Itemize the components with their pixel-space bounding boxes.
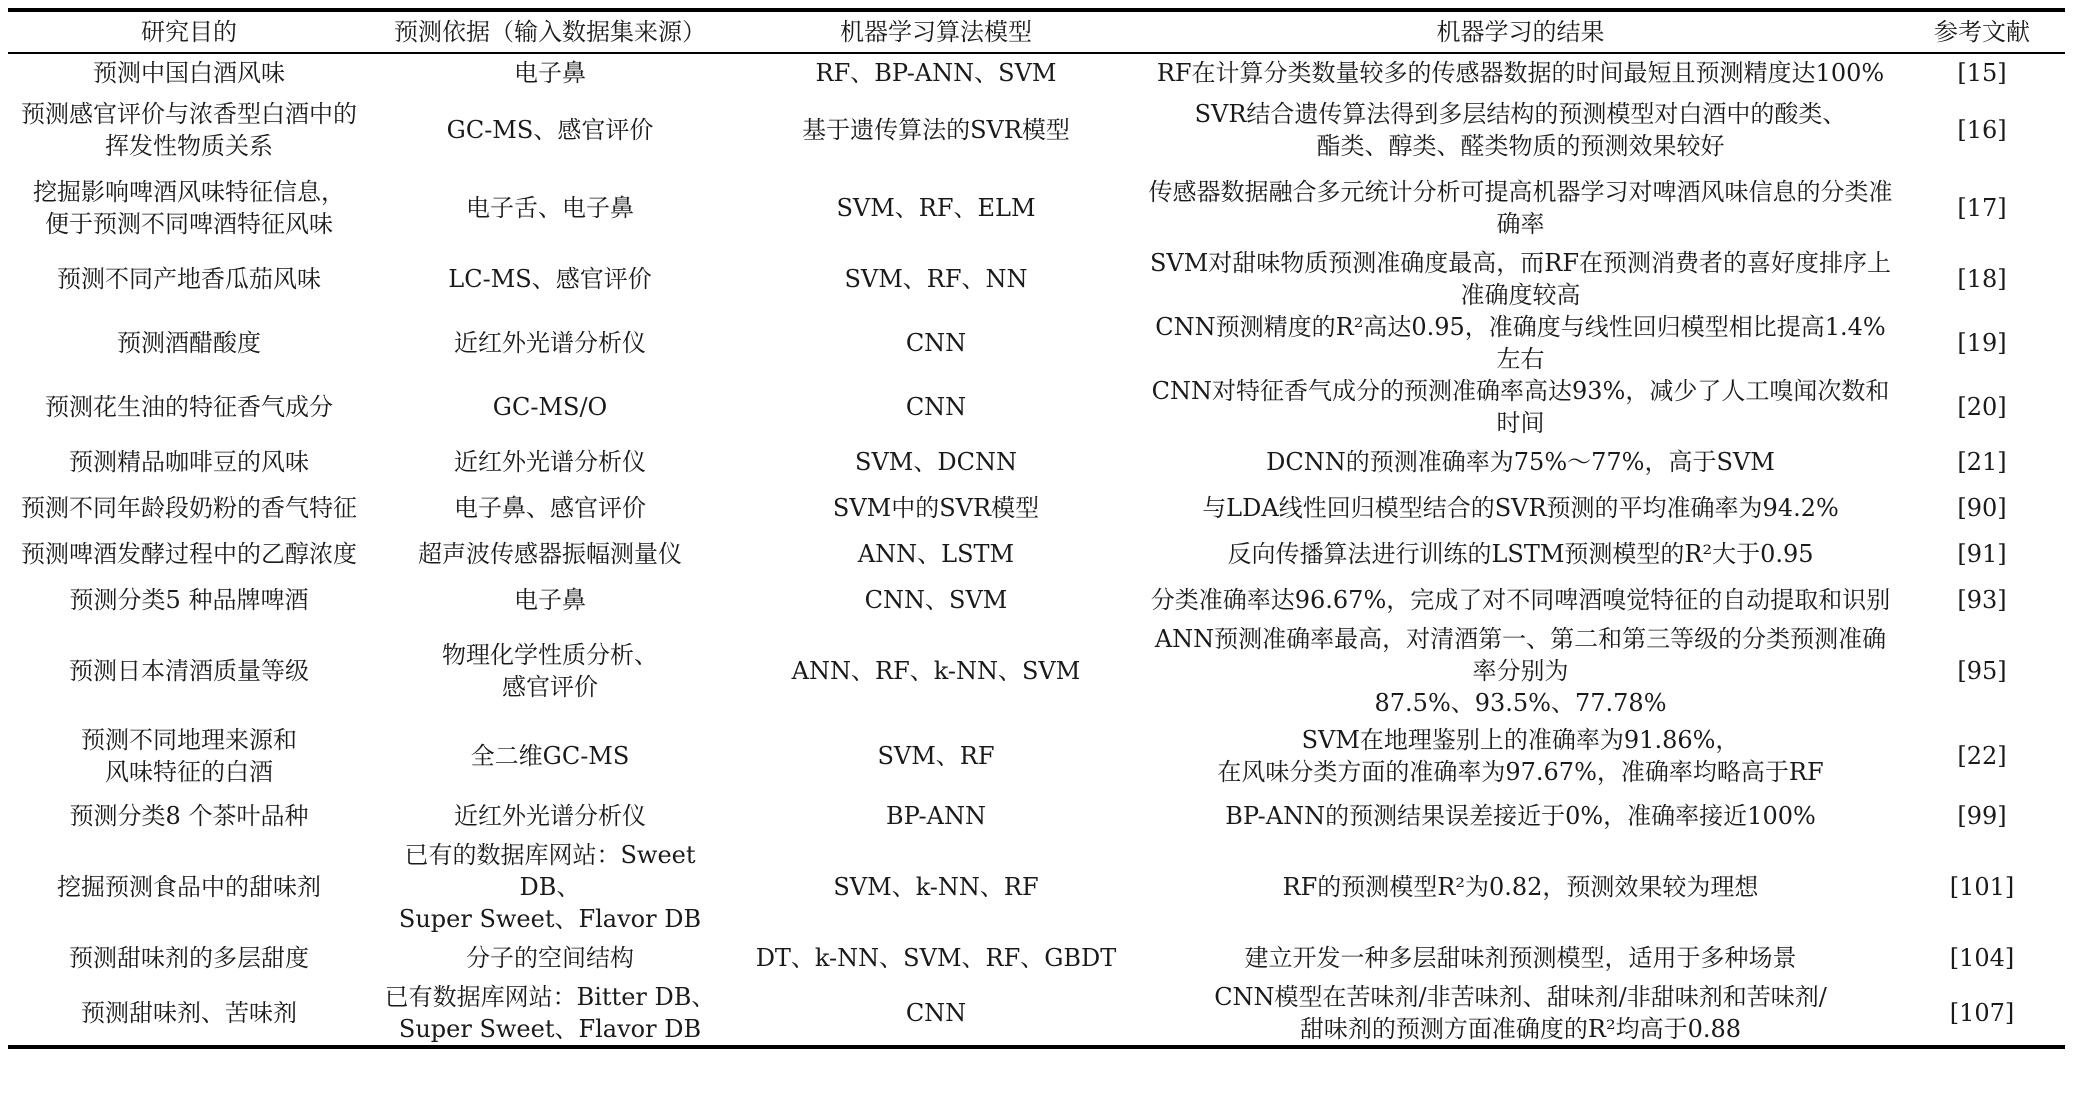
table-row — [8, 623, 2065, 719]
cell-model: ANN、RF、k-NN、SVM — [791, 657, 1081, 685]
cell-model: SVM、RF — [877, 742, 995, 770]
cell-reference: [17] — [1957, 194, 2007, 222]
cell-basis: 分子的空间结构 — [466, 944, 634, 972]
cell-basis: 电子鼻、感官评价 — [454, 494, 646, 522]
cell-model: ANN、LSTM — [857, 540, 1015, 568]
header-model: 机器学习算法模型 — [840, 18, 1032, 46]
cell-result: CNN模型在苦味剂/非苦味剂、甜味剂/非甜味剂和苦味剂/ 甜味剂的预测方面准确度的R²均高于0.88 — [1214, 983, 1827, 1043]
cell-result: RF的预测模型R²为0.82，预测效果较为理想 — [1282, 873, 1759, 901]
cell-basis: 近红外光谱分析仪 — [454, 802, 646, 830]
cell-reference: [107] — [1949, 999, 2015, 1027]
cell-basis: 电子舌、电子鼻 — [466, 194, 634, 222]
ml-flavor-prediction-table — [8, 8, 2065, 1049]
cell-result: RF在计算分类数量较多的传感器数据的时间最短且预测精度达100% — [1156, 58, 1885, 87]
cell-basis: 电子鼻 — [514, 58, 586, 87]
cell-reference: [22] — [1957, 742, 2007, 770]
cell-model: DT、k-NN、SVM、RF、GBDT — [755, 944, 1117, 972]
cell-reference: [99] — [1957, 802, 2007, 830]
cell-purpose: 预测啤酒发酵过程中的乙醇浓度 — [21, 540, 357, 568]
cell-reference: [90] — [1957, 494, 2007, 522]
cell-purpose: 预测甜味剂、苦味剂 — [81, 999, 297, 1027]
cell-purpose: 挖掘影响啤酒风味特征信息， 便于预测不同啤酒特征风味 — [33, 178, 345, 238]
cell-result: SVM对甜味物质预测准确度最高，而RF在预测消费者的喜好度排序上准确度较高 — [1149, 249, 1892, 309]
cell-purpose: 预测酒醋酸度 — [117, 329, 261, 357]
table-row — [8, 719, 2065, 793]
cell-model: RF、BP-ANN、SVM — [815, 58, 1057, 87]
cell-model: SVM、RF、ELM — [836, 194, 1036, 222]
cell-basis: 近红外光谱分析仪 — [454, 329, 646, 357]
cell-basis: 近红外光谱分析仪 — [454, 448, 646, 476]
header-result: 机器学习的结果 — [1436, 18, 1605, 46]
data-table — [8, 8, 2065, 1049]
cell-basis: LC-MS、感官评价 — [448, 265, 652, 293]
cell-result: 与LDA线性回归模型结合的SVR预测的平均准确率为94.2% — [1202, 494, 1839, 522]
table-row — [8, 247, 2065, 311]
cell-reference: [19] — [1957, 329, 2007, 357]
cell-purpose: 预测分类8 个茶叶品种 — [69, 802, 309, 830]
cell-reference: [21] — [1957, 448, 2007, 476]
cell-basis: 已有数据库网站：Bitter DB、 Super Sweet、Flavor DB — [384, 983, 716, 1043]
cell-result: SVM在地理鉴别上的准确率为91.86%， 在风味分类方面的准确率为97.67%，准确率均略高于RF — [1217, 726, 1824, 786]
table-row — [8, 375, 2065, 439]
cell-result: 传感器数据融合多元统计分析可提高机器学习对啤酒风味信息的分类准确率 — [1148, 178, 1893, 238]
cell-reference: [101] — [1949, 873, 2015, 901]
cell-result: BP-ANN的预测结果误差接近于0%，准确率接近100% — [1225, 802, 1816, 830]
cell-result: 建立开发一种多层甜味剂预测模型，适用于多种场景 — [1244, 944, 1797, 972]
cell-model: SVM、RF、NN — [844, 265, 1028, 293]
cell-purpose: 预测日本清酒质量等级 — [69, 657, 309, 685]
table-row — [8, 485, 2065, 531]
cell-result: SVR结合遗传算法得到多层结构的预测模型对白酒中的酸类、 酯类、醇类、醛类物质的预测效果较好 — [1194, 100, 1847, 160]
cell-basis: 已有的数据库网站：Sweet DB、 Super Sweet、Flavor DB — [398, 841, 702, 933]
header-reference: 参考文献 — [1934, 18, 2030, 46]
cell-reference: [18] — [1957, 265, 2007, 293]
cell-reference: [95] — [1957, 657, 2007, 685]
table-row — [8, 577, 2065, 623]
table-row — [8, 981, 2065, 1047]
cell-basis: 全二维GC-MS — [470, 742, 630, 770]
cell-model: SVM、k-NN、RF — [833, 873, 1039, 901]
cell-model: CNN — [905, 329, 967, 357]
cell-result: CNN对特征香气成分的预测准确率高达93%，减少了人工嗅闻次数和时间 — [1151, 377, 1890, 437]
cell-purpose: 预测不同年龄段奶粉的香气特征 — [21, 494, 357, 522]
table-row — [8, 91, 2065, 169]
cell-model: CNN — [905, 999, 967, 1027]
table-body — [8, 53, 2065, 1047]
cell-result: ANN预测准确率最高，对清酒第一、第二和第三等级的分类预测准确率分别为 87.5%、93.5%、77.78% — [1154, 625, 1887, 717]
header-basis: 预测依据（输入数据集来源） — [394, 18, 706, 46]
cell-result: DCNN的预测准确率为75%～77%，高于SVM — [1266, 448, 1775, 476]
cell-reference: [15] — [1957, 58, 2007, 87]
cell-reference: [20] — [1957, 393, 2007, 421]
cell-basis: GC-MS/O — [492, 393, 608, 421]
table-row — [8, 531, 2065, 577]
cell-result: 分类准确率达96.67%，完成了对不同啤酒嗅觉特征的自动提取和识别 — [1150, 586, 1891, 614]
cell-model: CNN、SVM — [864, 586, 1008, 614]
cell-purpose: 预测甜味剂的多层甜度 — [69, 944, 309, 972]
cell-purpose: 预测中国白酒风味 — [93, 58, 285, 87]
table-row — [8, 793, 2065, 839]
table-row — [8, 53, 2065, 91]
cell-basis: GC-MS、感官评价 — [446, 116, 654, 144]
table-header — [8, 10, 2065, 53]
table-row — [8, 935, 2065, 981]
cell-basis: 物理化学性质分析、 感官评价 — [442, 641, 658, 701]
cell-model: SVM中的SVR模型 — [832, 494, 1040, 522]
cell-reference: [104] — [1949, 944, 2015, 972]
cell-purpose: 预测不同产地香瓜茄风味 — [57, 265, 321, 293]
cell-basis: 超声波传感器振幅测量仪 — [418, 540, 682, 568]
cell-reference: [91] — [1957, 540, 2007, 568]
cell-purpose: 预测不同地理来源和 风味特征的白酒 — [81, 726, 297, 786]
table-row — [8, 169, 2065, 247]
cell-model: 基于遗传算法的SVR模型 — [802, 116, 1070, 144]
cell-model: BP-ANN — [886, 802, 986, 830]
table-row — [8, 439, 2065, 485]
header-row — [8, 10, 2065, 53]
cell-result: CNN预测精度的R²高达0.95，准确度与线性回归模型相比提高1.4%左右 — [1155, 313, 1886, 373]
cell-model: SVM、DCNN — [855, 448, 1017, 476]
header-purpose: 研究目的 — [141, 18, 237, 46]
table-row — [8, 311, 2065, 375]
cell-purpose: 预测精品咖啡豆的风味 — [69, 448, 309, 476]
table-row — [8, 839, 2065, 935]
cell-purpose: 预测分类5 种品牌啤酒 — [69, 586, 309, 614]
cell-purpose: 挖掘预测食品中的甜味剂 — [57, 873, 321, 901]
cell-reference: [93] — [1957, 586, 2007, 614]
cell-reference: [16] — [1957, 116, 2007, 144]
cell-basis: 电子鼻 — [514, 586, 586, 614]
cell-result: 反向传播算法进行训练的LSTM预测模型的R²大于0.95 — [1227, 540, 1814, 568]
cell-model: CNN — [905, 393, 967, 421]
cell-purpose: 预测花生油的特征香气成分 — [45, 393, 333, 421]
cell-purpose: 预测感官评价与浓香型白酒中的 挥发性物质关系 — [21, 100, 357, 160]
